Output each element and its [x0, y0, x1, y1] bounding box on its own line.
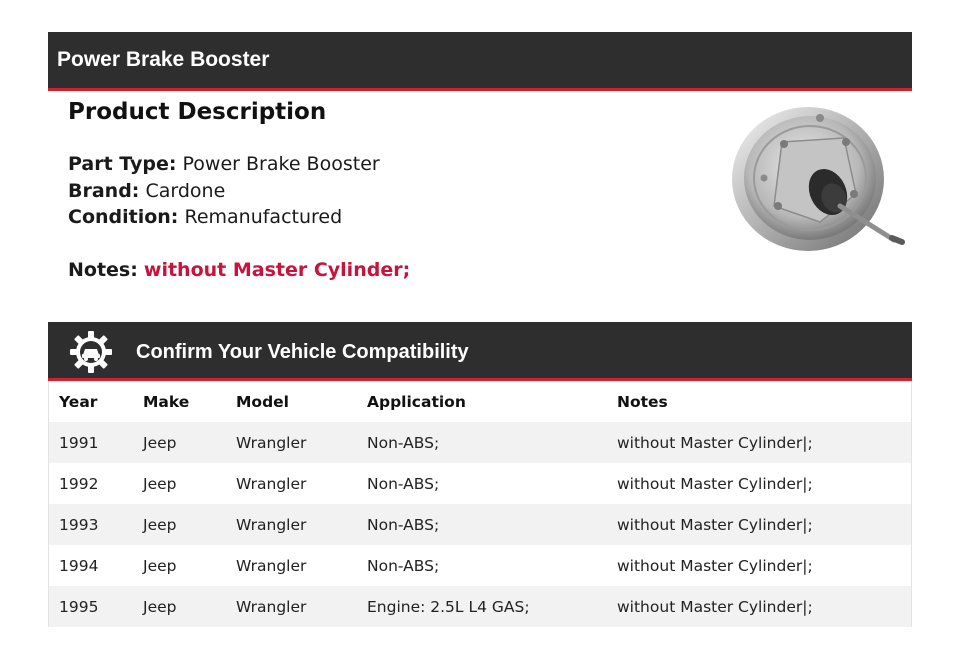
spec-list: [68, 151, 688, 231]
cell-application: Non-ABS;: [367, 556, 440, 575]
table-row: [49, 463, 911, 504]
product-title-bar: [48, 32, 912, 91]
notes-label: Notes:: [68, 258, 138, 281]
condition-value: Remanufactured: [184, 206, 343, 228]
cell-application: Non-ABS;: [367, 474, 440, 493]
compatibility-title: Confirm Your Vehicle Compatibility: [136, 341, 469, 363]
cell-year: 1995: [49, 586, 133, 627]
cell-application: Non-ABS;: [357, 422, 607, 463]
cell-model: Wrangler: [226, 504, 357, 545]
cell-make: Jeep: [143, 474, 177, 493]
part-type-label: Part Type:: [68, 153, 177, 175]
compatibility-bar: [48, 322, 912, 381]
condition-label: Condition:: [68, 206, 179, 228]
cell-notes: without Master Cylinder|;: [607, 422, 911, 463]
cell-make: Jeep: [133, 504, 226, 545]
cell-year: 1991: [49, 422, 133, 463]
product-description: [68, 96, 688, 283]
cell-model: Wrangler: [226, 422, 357, 463]
cell-application: Non-ABS;: [357, 504, 607, 545]
cell-model: Wrangler: [226, 586, 357, 627]
cell-year: 1993: [49, 504, 133, 545]
part-type-value: Power Brake Booster: [182, 153, 380, 175]
column-header-model: Model: [236, 392, 289, 411]
notes-value: without Master Cylinder;: [143, 258, 411, 281]
table-row: [49, 586, 911, 627]
cell-make: Jeep: [133, 422, 226, 463]
cell-notes: without Master Cylinder|;: [617, 556, 813, 575]
gear-car-icon: [69, 330, 113, 374]
cell-make: Jeep: [133, 586, 226, 627]
cell-application: Engine: 2.5L L4 GAS;: [357, 586, 607, 627]
cell-year: 1994: [59, 556, 99, 575]
spec-condition: [68, 204, 688, 231]
brand-label: Brand:: [68, 179, 140, 202]
cell-year: 1992: [59, 474, 99, 493]
spec-brand: [68, 178, 688, 205]
description-heading: Product Description: [68, 99, 327, 125]
product-title: Power Brake Booster: [57, 48, 270, 71]
column-header-make: Make: [143, 392, 190, 411]
spec-notes: [68, 257, 688, 283]
table-header-row: [49, 381, 911, 422]
cell-notes: without Master Cylinder|;: [607, 504, 911, 545]
compatibility-table: [48, 381, 912, 627]
brake-booster-image: [724, 102, 910, 254]
table-row: [49, 504, 911, 545]
cell-model: Wrangler: [236, 474, 307, 493]
table-row: [49, 422, 911, 463]
cell-notes: without Master Cylinder|;: [607, 586, 911, 627]
cell-make: Jeep: [143, 556, 177, 575]
table-row: [49, 545, 911, 586]
brand-value: Cardone: [145, 179, 226, 202]
cell-notes: without Master Cylinder|;: [617, 474, 813, 493]
column-header-notes: Notes: [617, 392, 668, 411]
spec-part-type: [68, 151, 688, 178]
column-header-application: Application: [367, 392, 466, 411]
column-header-year: Year: [59, 392, 98, 411]
cell-model: Wrangler: [236, 556, 307, 575]
